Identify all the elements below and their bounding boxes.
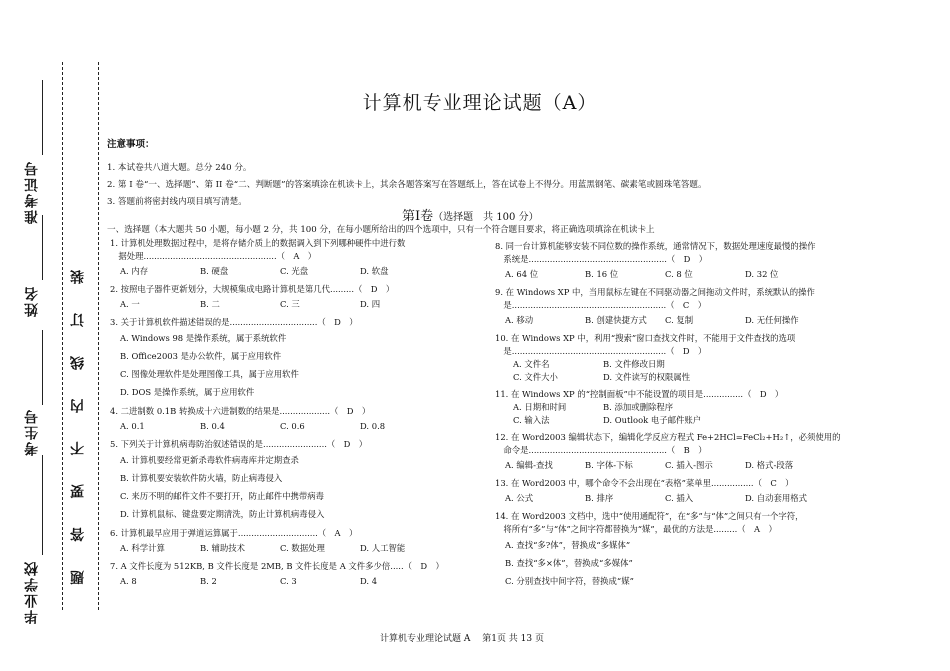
answer-option: A. 文件名: [513, 359, 550, 369]
question: [495, 510, 870, 590]
answer-option: D. 计算机鼠标、键盘要定期清洗，防止计算机病毒侵入: [120, 509, 325, 519]
answer-option: B. 二: [200, 299, 220, 309]
exam-title: 计算机专业理论试题（A）: [362, 92, 598, 114]
answer-option: C. 图像处理软件是处理图像工具，属于应用软件: [120, 369, 299, 379]
answer-option: B. Office2003 是办公软件，属于应用软件: [120, 351, 282, 361]
notice-item: 3. 答题前将密封线内项目填写清楚。: [107, 197, 247, 207]
question: [110, 527, 465, 556]
question-stem: 9. 在 Windows XP 中，当用鼠标左键在不同驱动器之间拖动文件时，系统默认的操作: [495, 287, 815, 297]
answer-option: A. 日期和时间: [513, 402, 567, 412]
school-blank-line: [42, 455, 43, 555]
answer-option: C. 输入法: [513, 415, 550, 425]
question-options: [110, 329, 465, 401]
answer-option: A. 移动: [505, 315, 534, 325]
page-footer: 计算机专业理论试题 A 第1页 共 13 页: [380, 634, 544, 644]
question: [495, 388, 870, 427]
question-stem: 3. 关于计算机软件描述错误的是.................................（ D ）: [110, 317, 358, 327]
question: [110, 316, 465, 401]
section-subtitle: （选择题 共 100 分）: [433, 212, 539, 223]
answer-option: B. 字体-下标: [585, 460, 633, 470]
question-stem: 10. 在 Windows XP 中，利用“搜索”窗口查找文件时，不能用于文件查找的选项: [495, 333, 796, 343]
answer-option: A. 计算机要经常更新杀毒软件病毒库并定期查杀: [120, 455, 299, 465]
answer-option: D. 四: [360, 299, 381, 309]
answer-option: A. Windows 98 是操作系统，属于系统软件: [120, 333, 287, 343]
answer-option: A. 科学计算: [120, 543, 165, 553]
questions-right-column: [495, 240, 870, 594]
question-stem: 1. 计算机处理数据过程中，是将存储介质上的数据调入到下列哪种硬件中进行数: [110, 238, 406, 248]
question-stem: 6. 计算机最早应用于弹道运算属于..............................（ A ）: [110, 528, 358, 538]
answer-option: D. 自动套用格式: [745, 493, 807, 503]
answer-option: D. 格式-段落: [745, 460, 794, 470]
question-stem: 11. 在 Windows XP 的“控制面板”中不能设置的项目是...............（ D ）: [495, 389, 784, 399]
question-options: [110, 451, 465, 523]
answer-option: D. 4: [360, 576, 378, 586]
notice-item: 2. 第 I 卷“一、选择题”、第 II 卷“二、判断题”的答案填涂在机读卡上，其余各题答案写在答题纸上，答在试卷上不得分。用蓝黑钢笔、碳素笔或圆珠笔答题。: [107, 180, 707, 190]
section-intro: 一、选择题（本大题共 50 小题，每小题 2 分，共 100 分，在每小题所给出的四个选项中，只有一个符合题目要求，将正确选项填涂在机读卡上: [107, 225, 655, 235]
answer-option: D. 文件读写的权限属性: [603, 372, 691, 382]
question-stem: 5. 下列关于计算机病毒防治叙述错误的是........................（ D ）: [110, 439, 368, 449]
question-options: [495, 401, 870, 427]
seal-warning-text: 题 答 要 不 内 线 订 装: [70, 258, 86, 585]
answer-option: D. 32 位: [745, 269, 779, 279]
question: [110, 237, 465, 279]
question-stem: 7. A 文件长度为 512KB, B 文件长度是 2MB, B 文件长度是 A 文件多少倍.....（ D ）: [110, 561, 444, 571]
answer-option: B. 硬盘: [200, 266, 229, 276]
answer-option: C. 3: [280, 576, 297, 586]
answer-option: D. DOS 是操作系统，属于应用软件: [120, 387, 255, 397]
notice-list: [107, 160, 887, 211]
answer-option: C. 光盘: [280, 266, 309, 276]
answer-option: C. 插入: [665, 493, 694, 503]
name-blank-line: [42, 215, 43, 280]
answer-option: B. 0.4: [200, 421, 225, 431]
answer-option: A. 查找“多?体”，替换成“多媒体”: [505, 540, 631, 550]
question-options: [495, 266, 870, 282]
question-options: [495, 536, 870, 590]
answer-option: B. 排序: [585, 493, 614, 503]
name-label: 姓名: [24, 285, 40, 317]
question-stem: 13. 在 Word2003 中，哪个命令不会出现在“表格”菜单里................（ C ）: [495, 478, 794, 488]
answer-option: D. 软盘: [360, 266, 389, 276]
answer-option: C. 8 位: [665, 269, 693, 279]
answer-option: B. 2: [200, 576, 217, 586]
answer-option: C. 数据处理: [280, 543, 325, 553]
notice-heading: 注意事项：: [107, 139, 155, 150]
question-stem: 是..........................................................（ D ）: [495, 346, 707, 356]
question-stem: 4. 二进制数 0.1B 转换成十六进制数的结果是...................（ D ）: [110, 406, 371, 416]
question: [495, 240, 870, 282]
question-options: [110, 540, 465, 556]
answer-option: D. 无任何操作: [745, 315, 799, 325]
answer-option: A. 编辑-查找: [505, 460, 553, 470]
answer-option: B. 计算机要安装软件防火墙，防止病毒侵入: [120, 473, 283, 483]
answer-option: C. 插入-图示: [665, 460, 713, 470]
notice-item: 1. 本试卷共八道大题。总分 240 分。: [107, 163, 252, 173]
question-options: [495, 457, 870, 473]
answer-option: B. 文件修改日期: [603, 359, 665, 369]
answer-option: D. 人工智能: [360, 543, 406, 553]
question-options: [110, 573, 465, 589]
question-stem: 命令是....................................................（ B ）: [495, 445, 707, 455]
answer-option: C. 0.6: [280, 421, 305, 431]
question-stem: 将所有“多”与“体”之间字符都替换为“媒”，最优的方法是.........（ A ）: [495, 524, 777, 534]
question-options: [495, 312, 870, 328]
question-stem: 8. 同一台计算机能够安装不同位数的操作系统，通常情况下，数据处理速度最慢的操作: [495, 241, 816, 251]
section-title: 第Ⅰ卷: [402, 209, 434, 224]
question-stem: 12. 在 Word2003 编辑状态下，编辑化学反应方程式 Fe+2HCl=FeCl₂+H₂↑，必须使用的: [495, 432, 841, 442]
dashed-seal-line: [62, 62, 63, 610]
question: [110, 283, 465, 312]
admission-no-label: 准考证号: [24, 160, 40, 224]
examinee-no-label: 考生号: [24, 408, 40, 456]
answer-option: B. 16 位: [585, 269, 619, 279]
question: [110, 405, 465, 434]
answer-option: D. Outlook 电子邮件账户: [603, 415, 702, 425]
answer-option: A. 一: [120, 299, 140, 309]
question-options: [110, 418, 465, 434]
admission-no-blank-line: [42, 80, 43, 155]
answer-option: C. 三: [280, 299, 300, 309]
question-options: [495, 490, 870, 506]
question-options: [495, 358, 870, 384]
answer-option: A. 64 位: [505, 269, 539, 279]
answer-option: B. 添加或删除程序: [603, 402, 674, 412]
examinee-no-blank-line: [42, 330, 43, 405]
answer-option: B. 辅助技术: [200, 543, 245, 553]
answer-option: B. 查找“多×体”，替换成“多媒体”: [505, 558, 633, 568]
answer-option: C. 分别查找中间字符，替换成“媒”: [505, 576, 634, 586]
question-options: [110, 296, 465, 312]
question: [495, 477, 870, 506]
question-stem: 据处理..................................................（ A ）: [110, 251, 317, 261]
answer-option: C. 来历不明的邮件文件不要打开，防止邮件中携带病毒: [120, 491, 325, 501]
question: [495, 286, 870, 328]
question-options: [110, 263, 465, 279]
school-label: 毕业学校: [24, 560, 40, 624]
answer-option: A. 0.1: [120, 421, 145, 431]
question: [110, 560, 465, 589]
binding-margin: [0, 0, 100, 671]
answer-option: C. 文件大小: [513, 372, 558, 382]
question: [110, 438, 465, 523]
question: [495, 431, 870, 473]
answer-option: B. 创建快捷方式: [585, 315, 647, 325]
answer-option: A. 内存: [120, 266, 149, 276]
answer-option: A. 8: [120, 576, 137, 586]
questions-left-column: [110, 237, 465, 593]
question: [495, 332, 870, 384]
question-stem: 14. 在 Word2003 文档中，选中“使用通配符”，在“多”与“体”之间只有一个字符，: [495, 511, 804, 521]
question-stem: 是..........................................................（ C ）: [495, 300, 707, 310]
section-heading: [402, 205, 539, 224]
answer-option: A. 公式: [505, 493, 534, 503]
answer-option: D. 0.8: [360, 421, 386, 431]
dashed-seal-line: [98, 62, 99, 610]
answer-option: C. 复制: [665, 315, 694, 325]
question-stem: 系统是....................................................（ D ）: [495, 254, 708, 264]
question-stem: 2. 按照电子器件更新划分，大规模集成电路计算机是第几代.........（ D ）: [110, 284, 395, 294]
